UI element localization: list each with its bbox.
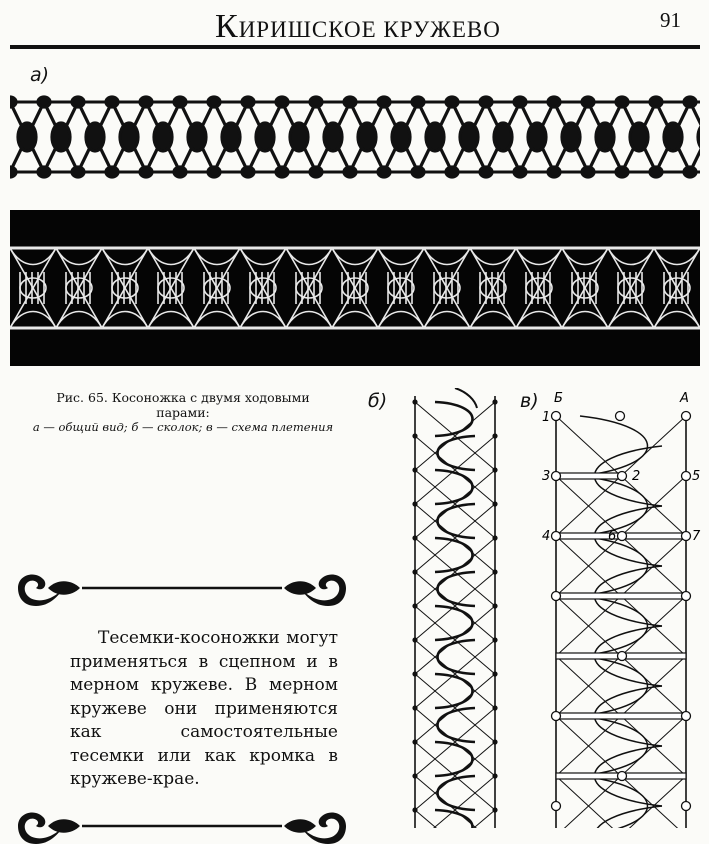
figure-label-b: б): [368, 390, 388, 412]
figure-label-v: в): [520, 390, 539, 412]
scheme-node-7: 7: [692, 529, 701, 544]
braiding-scheme-diagram: [540, 388, 705, 828]
scheme-node-4: 4: [542, 529, 551, 544]
lace-photo-illustration: [10, 210, 700, 366]
scheme-node-5: 5: [692, 469, 701, 484]
scheme-label-b: Б: [554, 391, 563, 406]
scheme-node-3: 3: [542, 469, 551, 484]
figure-caption: [28, 390, 338, 435]
lace-drawing-illustration: [10, 88, 700, 186]
scheme-node-2: 2: [632, 469, 641, 484]
scheme-node-6: 6: [608, 529, 617, 544]
running-head-initial: К: [215, 8, 239, 45]
caption-sub: а — общий вид; б — сколок; в — схема плетения: [32, 420, 334, 434]
caption-main: Рис. 65. Косоножка с двумя ходовыми парами:: [56, 390, 310, 420]
ornamental-divider-bottom: [14, 800, 350, 844]
figure-label-a: а): [30, 64, 50, 86]
page-number: 91: [660, 8, 681, 32]
body-paragraph: Тесемки-косоножки могут применяться в сцепном и в мерном кружеве. В мерном кружеве они применяются как самостоятельные тесемки или как кромка в кружеве-крае.: [70, 628, 338, 789]
ornamental-divider-top: [14, 566, 350, 610]
header-rule: [10, 45, 700, 49]
scheme-label-a: А: [680, 391, 689, 406]
running-head-rest: ИРИШСКОЕ КРУЖЕВО: [238, 17, 501, 42]
pricking-diagram: [405, 388, 505, 828]
running-head: [215, 8, 501, 46]
scheme-node-1: 1: [542, 410, 551, 425]
